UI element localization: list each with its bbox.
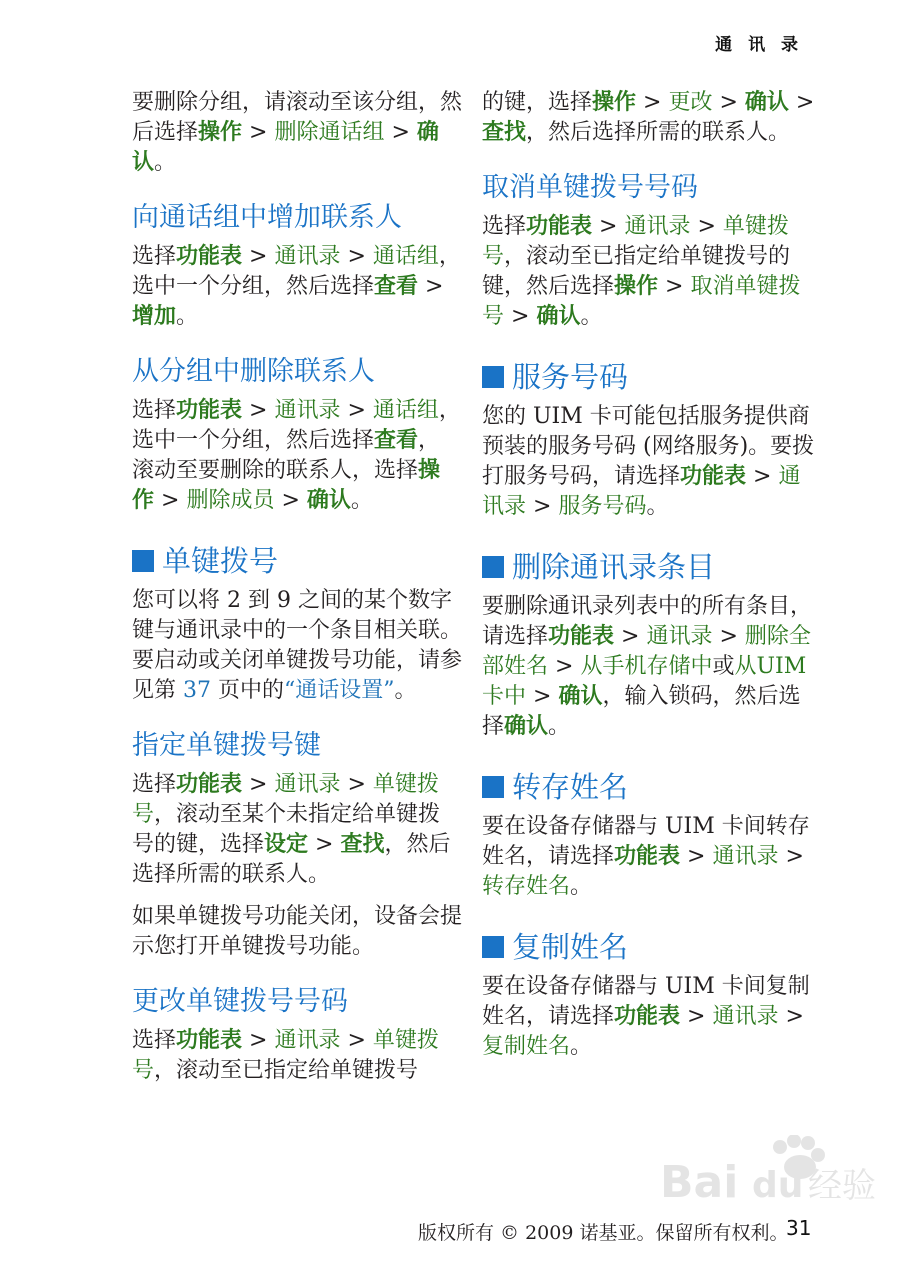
paragraph-delete-entries: 要删除通讯录列表中的所有条目，请选择功能表 > 通讯录 > 删除全部姓名 > 从手机存储中或从UIM卡中 > 确认，输入锁码，然后选择确认。 (482, 594, 813, 739)
page-number: 31 (786, 1216, 812, 1240)
paragraph-remove-contact: 选择功能表 > 通讯录 > 通话组，选中一个分组，然后选择查看，滚动至要删除的联系人，选择操作 > 删除成员 > 确认。 (132, 398, 461, 513)
paragraph-change-speed-dial: 选择功能表 > 通讯录 > 单键拨号，滚动至已指定给单键拨号 (132, 1028, 439, 1083)
right-column (482, 88, 822, 1074)
heading-add-contact-to-group: 向通话组中增加联系人 (132, 202, 402, 233)
paragraph-change-continued: 的键，选择操作 > 更改 > 确认 > 查找，然后选择所需的联系人。 (482, 90, 815, 145)
section-heading-service-numbers: 服务号码 (482, 358, 822, 396)
section-square-icon (482, 936, 504, 958)
paragraph-speed-dial: 您可以将 2 到 9 之间的某个数字键与通讯录中的一个条目相关联。要启动或关闭单键拨号功能，请参见第 37 页中的“通话设置”。 (132, 588, 463, 703)
paragraph-speed-dial-prompt: 如果单键拨号功能关闭，设备会提示您打开单键拨号功能。 (132, 904, 463, 959)
paragraph-copy-names: 要在设备存储器与 UIM 卡间复制姓名，请选择功能表 > 通讯录 > 复制姓名。 (482, 974, 810, 1059)
baidu-watermark-logo (660, 1135, 890, 1215)
section-heading-copy-names: 复制姓名 (482, 928, 822, 966)
heading-assign-speed-dial: 指定单键拨号键 (132, 730, 321, 761)
heading-cancel-speed-dial: 取消单键拨号号码 (482, 172, 698, 203)
section-square-icon (482, 776, 504, 798)
call-settings-link[interactable]: “通话设置” (284, 678, 395, 703)
section-heading-transfer-names: 转存姓名 (482, 768, 822, 806)
paragraph-assign-speed-dial: 选择功能表 > 通讯录 > 单键拨号，滚动至某个未指定给单键拨号的键，选择设定 > 查找，然后选择所需的联系人。 (132, 772, 451, 887)
heading-change-speed-dial: 更改单键拨号号码 (132, 986, 348, 1017)
section-heading-speed-dial: 单键拨号 (132, 542, 462, 580)
copyright-footer: 版权所有 © 2009 诺基亚。保留所有权利。 (418, 1222, 789, 1244)
running-header: 通 讯 录 (715, 35, 803, 55)
section-heading-delete-entries: 删除通讯录条目 (482, 548, 822, 586)
section-square-icon (482, 556, 504, 578)
paragraph-cancel-speed-dial: 选择功能表 > 通讯录 > 单键拨号，滚动至已指定给单键拨号的键，然后选择操作 > 取消单键拨号 > 确认。 (482, 214, 801, 329)
paragraph-add-contact: 选择功能表 > 通讯录 > 通话组，选中一个分组，然后选择查看 > 增加。 (132, 244, 461, 329)
svg-text:Bai: Bai (660, 1157, 739, 1208)
paragraph-service-numbers: 您的 UIM 卡可能包括服务提供商预装的服务号码 (网络服务)。要拨打服务号码，请选择功能表 > 通讯录 > 服务号码。 (482, 404, 815, 519)
svg-text:经验: 经验 (808, 1166, 876, 1206)
left-column (132, 88, 462, 1098)
section-square-icon (482, 366, 504, 388)
page-ref-link[interactable]: 37 (183, 678, 211, 703)
heading-remove-contact-from-group: 从分组中删除联系人 (132, 356, 375, 387)
paragraph-transfer-names: 要在设备存储器与 UIM 卡间转存姓名，请选择功能表 > 通讯录 > 转存姓名。 (482, 814, 810, 899)
paragraph-delete-group: 要删除分组，请滚动至该分组，然后选择操作 > 删除通话组 > 确认。 (132, 90, 463, 175)
section-square-icon (132, 550, 154, 572)
svg-text:du: du (752, 1165, 804, 1206)
